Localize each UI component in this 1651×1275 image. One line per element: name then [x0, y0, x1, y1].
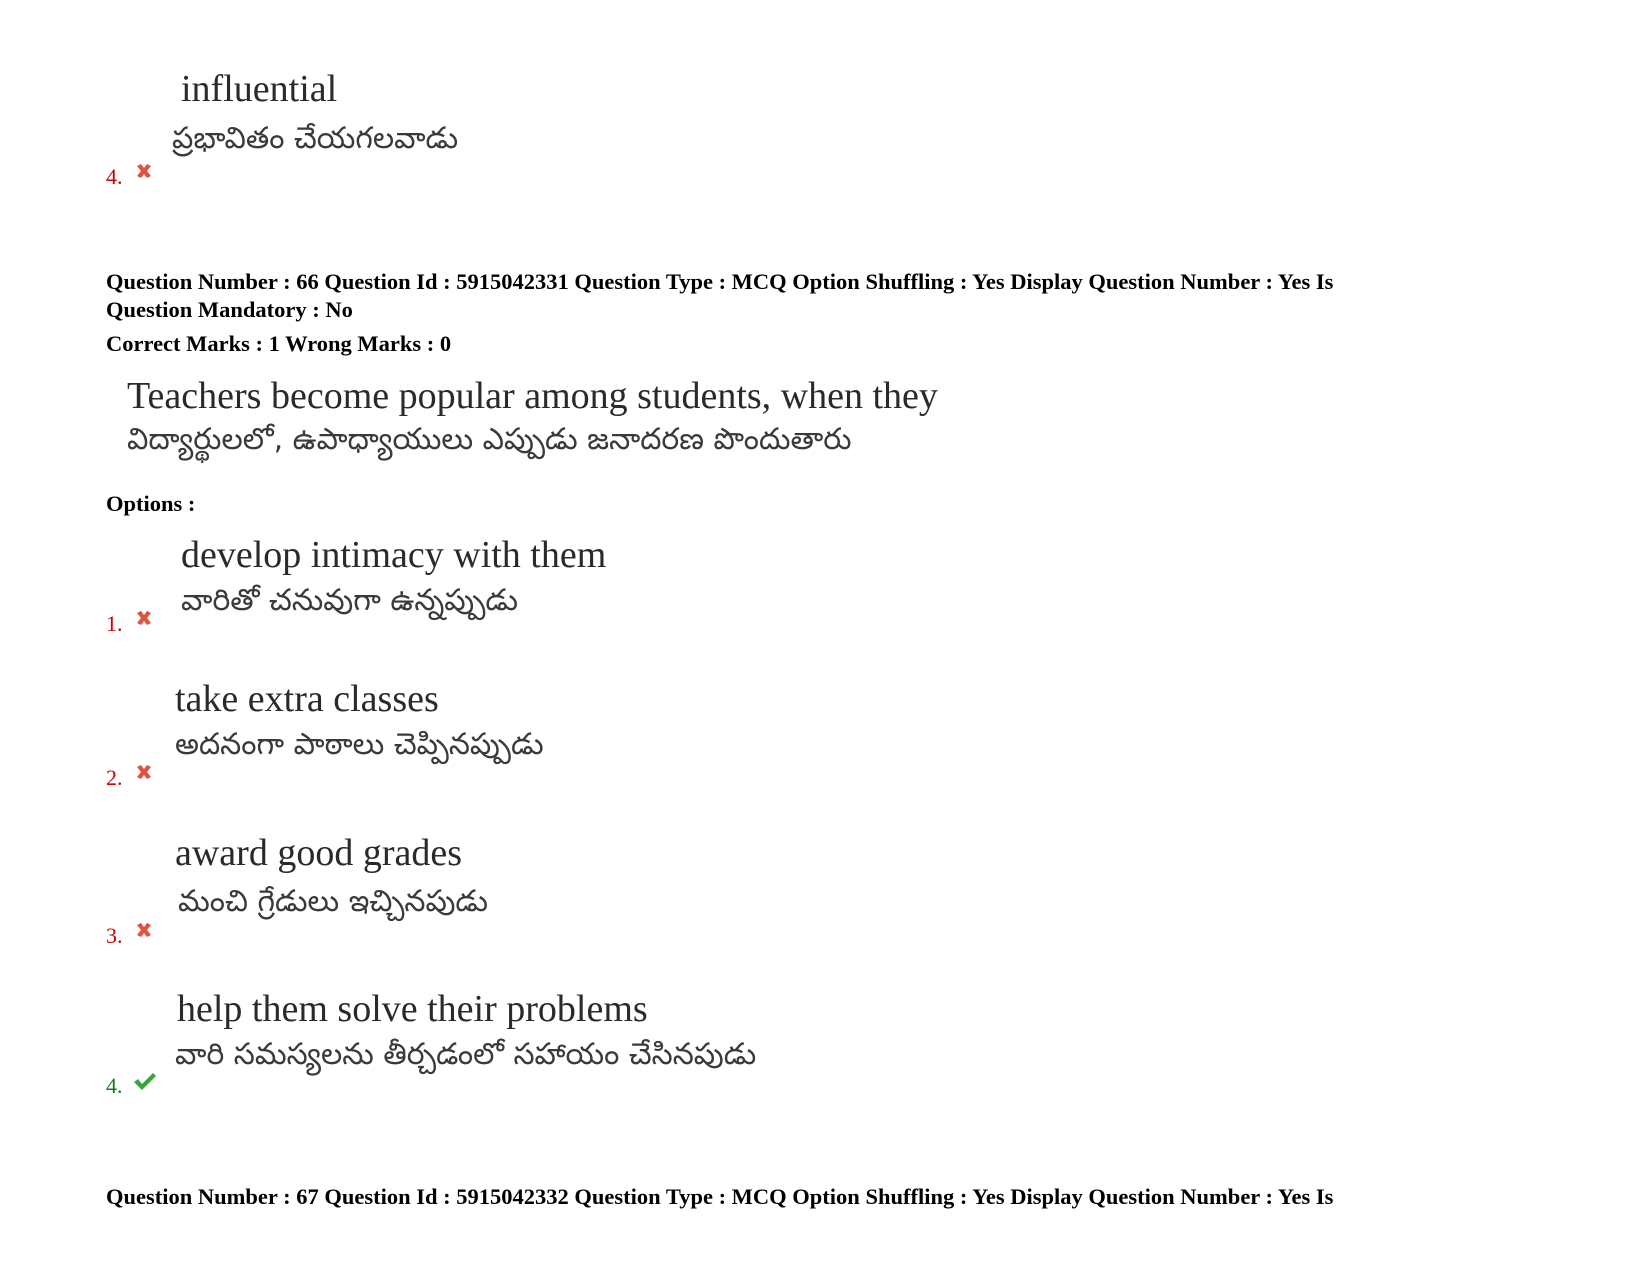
- option-telugu: వారి సమస్యలను తీర్చడంలో సహాయం చేసినపుడు: [175, 1037, 757, 1072]
- options-label: Options :: [106, 491, 196, 516]
- option-number: 2.: [106, 765, 123, 790]
- option-number: 3.: [106, 923, 123, 948]
- option-telugu: మంచి గ్రేడులు ఇచ్చినపుడు: [178, 884, 488, 919]
- question-marks: Correct Marks : 1 Wrong Marks : 0: [106, 331, 452, 356]
- check-icon: [132, 1070, 158, 1092]
- option-telugu: వారితో చనువుగా ఉన్నప్పుడు: [181, 583, 518, 618]
- question-text-english: Teachers become popular among students, when they: [127, 375, 938, 417]
- option-number: 4.: [106, 1073, 123, 1098]
- next-question-header: Question Number : 67 Question Id : 5915042332 Question Type : MCQ Option Shuffling : Yes Display Question Number : Yes Is: [106, 1184, 1334, 1209]
- cross-icon: [133, 607, 155, 629]
- option-telugu: ప్రభావితం చేయగలవాడు: [172, 121, 459, 156]
- option-english: take extra classes: [175, 678, 439, 720]
- option-english: develop intimacy with them: [181, 534, 607, 576]
- option-english: influential: [181, 68, 338, 110]
- cross-icon: [133, 919, 155, 941]
- option-english: help them solve their problems: [177, 988, 648, 1030]
- question-text-telugu: విద్యార్థులలో, ఉపాధ్యాయులు ఎప్పుడు జనాదరణ పొందుతారు: [127, 422, 852, 457]
- question-header: Question Number : 66 Question Id : 5915042331 Question Type : MCQ Option Shuffling : Yes Display Question Number : Yes Is: [106, 269, 1334, 294]
- option-number: 1.: [106, 611, 123, 636]
- cross-icon: [133, 761, 155, 783]
- question-mandatory: Question Mandatory : No: [106, 297, 353, 322]
- option-english: award good grades: [175, 832, 463, 874]
- cross-icon: [133, 160, 155, 182]
- option-number: 4.: [106, 164, 123, 189]
- option-telugu: అదనంగా పాఠాలు చెప్పినప్పుడు: [175, 727, 544, 762]
